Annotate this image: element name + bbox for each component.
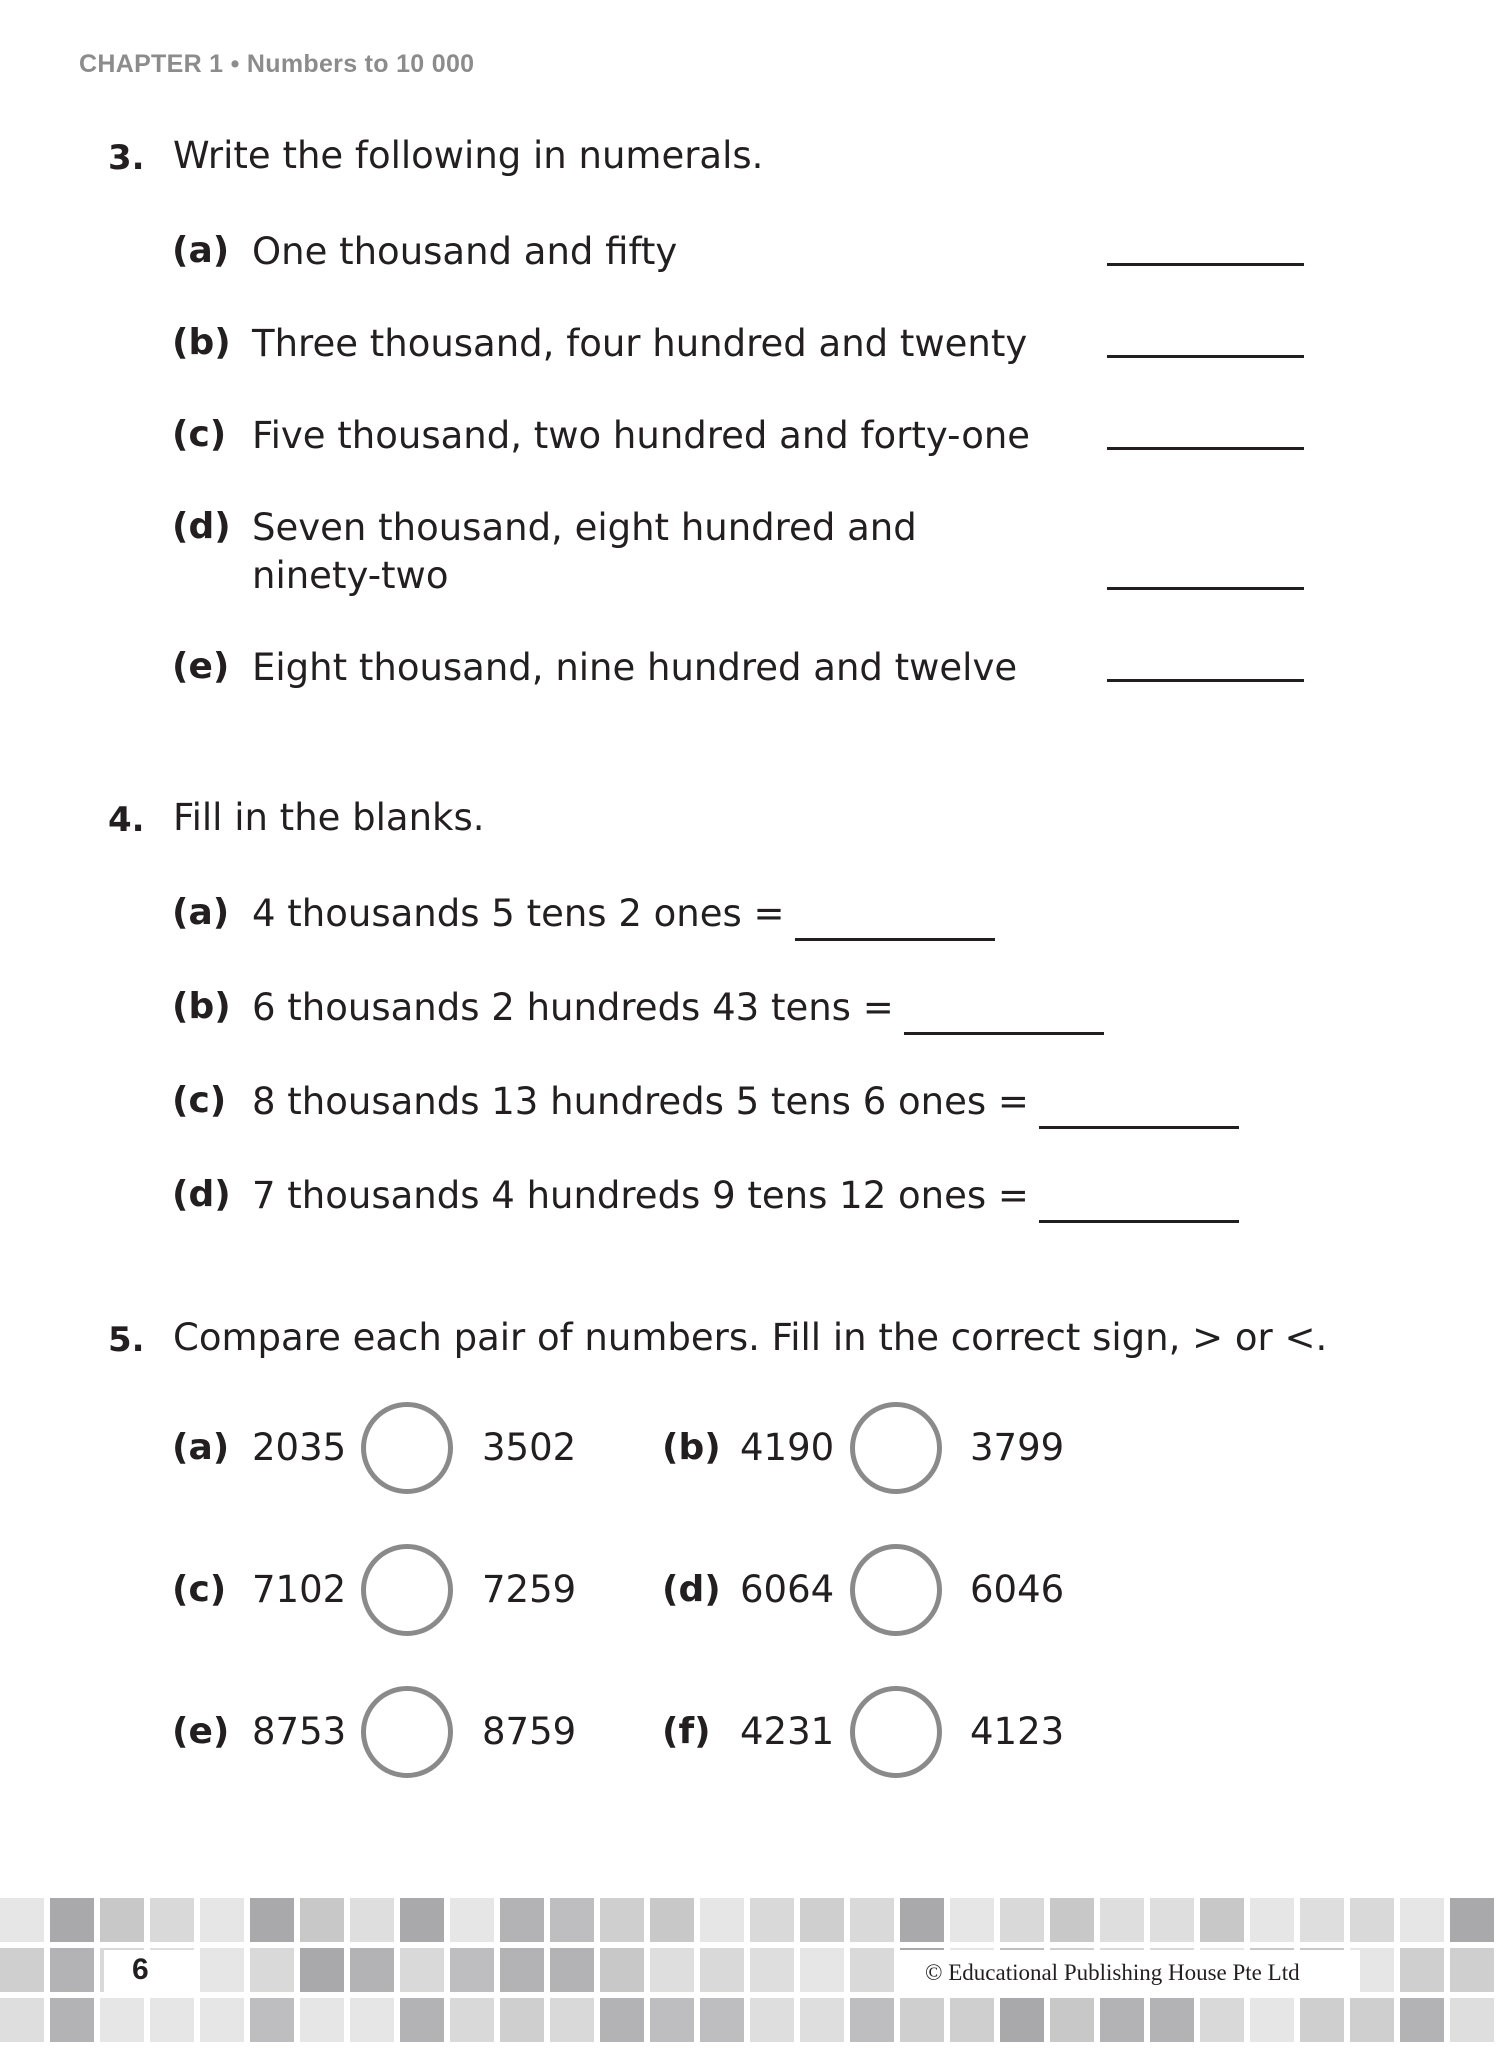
sign-circle[interactable] [850, 1402, 942, 1494]
footer-tile [350, 1948, 394, 1992]
footer-tile [1400, 1898, 1444, 1942]
footer-tile [1450, 1898, 1494, 1942]
footer-tile [300, 1898, 344, 1942]
footer-tile [650, 1898, 694, 1942]
item-text: 7 thousands 4 hundreds 9 tens 12 ones = [252, 1174, 1029, 1217]
left-number: 6064 [740, 1568, 835, 1611]
answer-blank[interactable] [904, 984, 1104, 1035]
footer-tile [1400, 1998, 1444, 2042]
sign-circle[interactable] [361, 1402, 453, 1494]
footer-tile [200, 1898, 244, 1942]
item-text: 4 thousands 5 tens 2 ones = [252, 892, 785, 935]
sign-circle[interactable] [361, 1686, 453, 1778]
footer-tile [1300, 1998, 1344, 2042]
footer-tile [150, 1998, 194, 2042]
sign-circle[interactable] [850, 1686, 942, 1778]
item-text: One thousand and fifty [252, 230, 678, 273]
footer-tile [1350, 1998, 1394, 2042]
footer-tile [200, 1998, 244, 2042]
footer-tile [800, 1948, 844, 1992]
footer-tile [450, 1998, 494, 2042]
footer-tile [100, 1998, 144, 2042]
footer-tile [750, 1898, 794, 1942]
item-text: Eight thousand, nine hundred and twelve [252, 646, 1018, 689]
item-label: (d) [172, 506, 231, 547]
footer-tile [500, 1998, 544, 2042]
item-line [252, 984, 1104, 1035]
footer-tile [550, 1948, 594, 1992]
right-number: 3502 [482, 1426, 577, 1469]
footer-tile [1200, 1998, 1244, 2042]
left-number: 2035 [252, 1426, 347, 1469]
answer-blank[interactable] [795, 890, 995, 941]
footer-tile [600, 1948, 644, 1992]
footer-tile [1150, 1898, 1194, 1942]
item-label: (c) [172, 1080, 227, 1121]
footer-tile [700, 1898, 744, 1942]
footer-tile [50, 1998, 94, 2042]
footer-tile [650, 1998, 694, 2042]
footer-tile [1450, 1998, 1494, 2042]
answer-blank[interactable] [1107, 447, 1304, 450]
footer-tile [0, 1948, 44, 1992]
footer-tile [850, 1998, 894, 2042]
chapter-header: CHAPTER 1 • Numbers to 10 000 [79, 50, 475, 78]
footer-tile [200, 1948, 244, 1992]
left-number: 4231 [740, 1710, 835, 1753]
footer-tile [0, 1898, 44, 1942]
footer-tile [350, 1998, 394, 2042]
footer-tile [1000, 1998, 1044, 2042]
item-label: (a) [172, 1427, 230, 1468]
right-number: 8759 [482, 1710, 577, 1753]
footer-tile [1200, 1898, 1244, 1942]
item-text: Three thousand, four hundred and twenty [252, 322, 1028, 365]
item-text-line1: Seven thousand, eight hundred and [252, 506, 917, 549]
footer-tile [550, 1998, 594, 2042]
answer-blank[interactable] [1107, 263, 1304, 266]
footer-tile [400, 1948, 444, 1992]
footer-tile [850, 1948, 894, 1992]
footer-tile [850, 1898, 894, 1942]
item-label: (f) [662, 1711, 711, 1752]
footer-tile [900, 1898, 944, 1942]
answer-blank[interactable] [1107, 355, 1304, 358]
item-line [252, 890, 995, 941]
answer-blank[interactable] [1039, 1078, 1239, 1129]
footer-tile [50, 1898, 94, 1942]
footer-tile [150, 1898, 194, 1942]
item-label: (d) [172, 1174, 231, 1215]
footer-tile [1150, 1998, 1194, 2042]
item-label: (e) [172, 1711, 230, 1752]
footer-tile [300, 1948, 344, 1992]
footer-tile [950, 1998, 994, 2042]
footer-tile [550, 1898, 594, 1942]
answer-blank[interactable] [1107, 679, 1304, 682]
footer-tile [700, 1998, 744, 2042]
footer-tile [750, 1998, 794, 2042]
item-text: 6 thousands 2 hundreds 43 tens = [252, 986, 894, 1029]
right-number: 6046 [970, 1568, 1065, 1611]
right-number: 4123 [970, 1710, 1065, 1753]
footer-tile [600, 1898, 644, 1942]
page-number-box [104, 1950, 194, 1996]
left-number: 4190 [740, 1426, 835, 1469]
footer-tile [1400, 1948, 1444, 1992]
sign-circle[interactable] [361, 1544, 453, 1636]
footer-tile [250, 1998, 294, 2042]
footer-tile [300, 1998, 344, 2042]
footer-tile [450, 1898, 494, 1942]
question-instruction: Compare each pair of numbers. Fill in the correct sign, > or <. [173, 1316, 1328, 1359]
footer-tile [1300, 1898, 1344, 1942]
item-label: (c) [172, 414, 227, 455]
footer-tile [700, 1948, 744, 1992]
item-label: (a) [172, 230, 230, 271]
footer-tile [350, 1898, 394, 1942]
footer-tile [1250, 1998, 1294, 2042]
footer-tile [50, 1948, 94, 1992]
footer-tile [250, 1898, 294, 1942]
footer-tile [0, 1998, 44, 2042]
question-number: 3. [108, 138, 145, 178]
footer-tile [800, 1998, 844, 2042]
footer-tile [450, 1948, 494, 1992]
left-number: 7102 [252, 1568, 347, 1611]
item-label: (c) [172, 1569, 227, 1610]
footer-tile [1100, 1998, 1144, 2042]
right-number: 3799 [970, 1426, 1065, 1469]
footer-tile [1450, 1948, 1494, 1992]
left-number: 8753 [252, 1710, 347, 1753]
footer-tile [1250, 1898, 1294, 1942]
footer-tile [800, 1898, 844, 1942]
sign-circle[interactable] [850, 1544, 942, 1636]
question-number: 4. [108, 800, 145, 840]
footer-tile [1350, 1898, 1394, 1942]
answer-blank[interactable] [1039, 1172, 1239, 1223]
item-label: (d) [662, 1569, 721, 1610]
footer-tile [1000, 1898, 1044, 1942]
answer-blank[interactable] [1107, 587, 1304, 590]
footer-tile [500, 1898, 544, 1942]
footer-tile [650, 1948, 694, 1992]
item-label: (e) [172, 646, 230, 687]
right-number: 7259 [482, 1568, 577, 1611]
footer-tile [400, 1898, 444, 1942]
footer-tile [900, 1998, 944, 2042]
page-number: 6 [132, 1953, 149, 1986]
copyright-text: © Educational Publishing House Pte Ltd [925, 1960, 1300, 1985]
item-label: (b) [172, 322, 231, 363]
footer-tile [500, 1948, 544, 1992]
footer-tile [1050, 1998, 1094, 2042]
footer-tile [100, 1898, 144, 1942]
footer-tile [400, 1998, 444, 2042]
item-label: (b) [172, 986, 231, 1027]
item-line [252, 1078, 1239, 1129]
footer-tile [1050, 1898, 1094, 1942]
item-text: Five thousand, two hundred and forty-one [252, 414, 1031, 457]
footer-tile [250, 1948, 294, 1992]
item-text-line2: ninety-two [252, 554, 449, 597]
item-text: 8 thousands 13 hundreds 5 tens 6 ones = [252, 1080, 1029, 1123]
question-instruction: Fill in the blanks. [173, 796, 485, 839]
item-label: (a) [172, 892, 230, 933]
footer-tile [600, 1998, 644, 2042]
item-label: (b) [662, 1427, 721, 1468]
footer-tile [950, 1898, 994, 1942]
item-line [252, 1172, 1239, 1223]
footer-tile [750, 1948, 794, 1992]
question-number: 5. [108, 1320, 145, 1360]
footer-tile [1100, 1898, 1144, 1942]
question-instruction: Write the following in numerals. [173, 134, 764, 177]
